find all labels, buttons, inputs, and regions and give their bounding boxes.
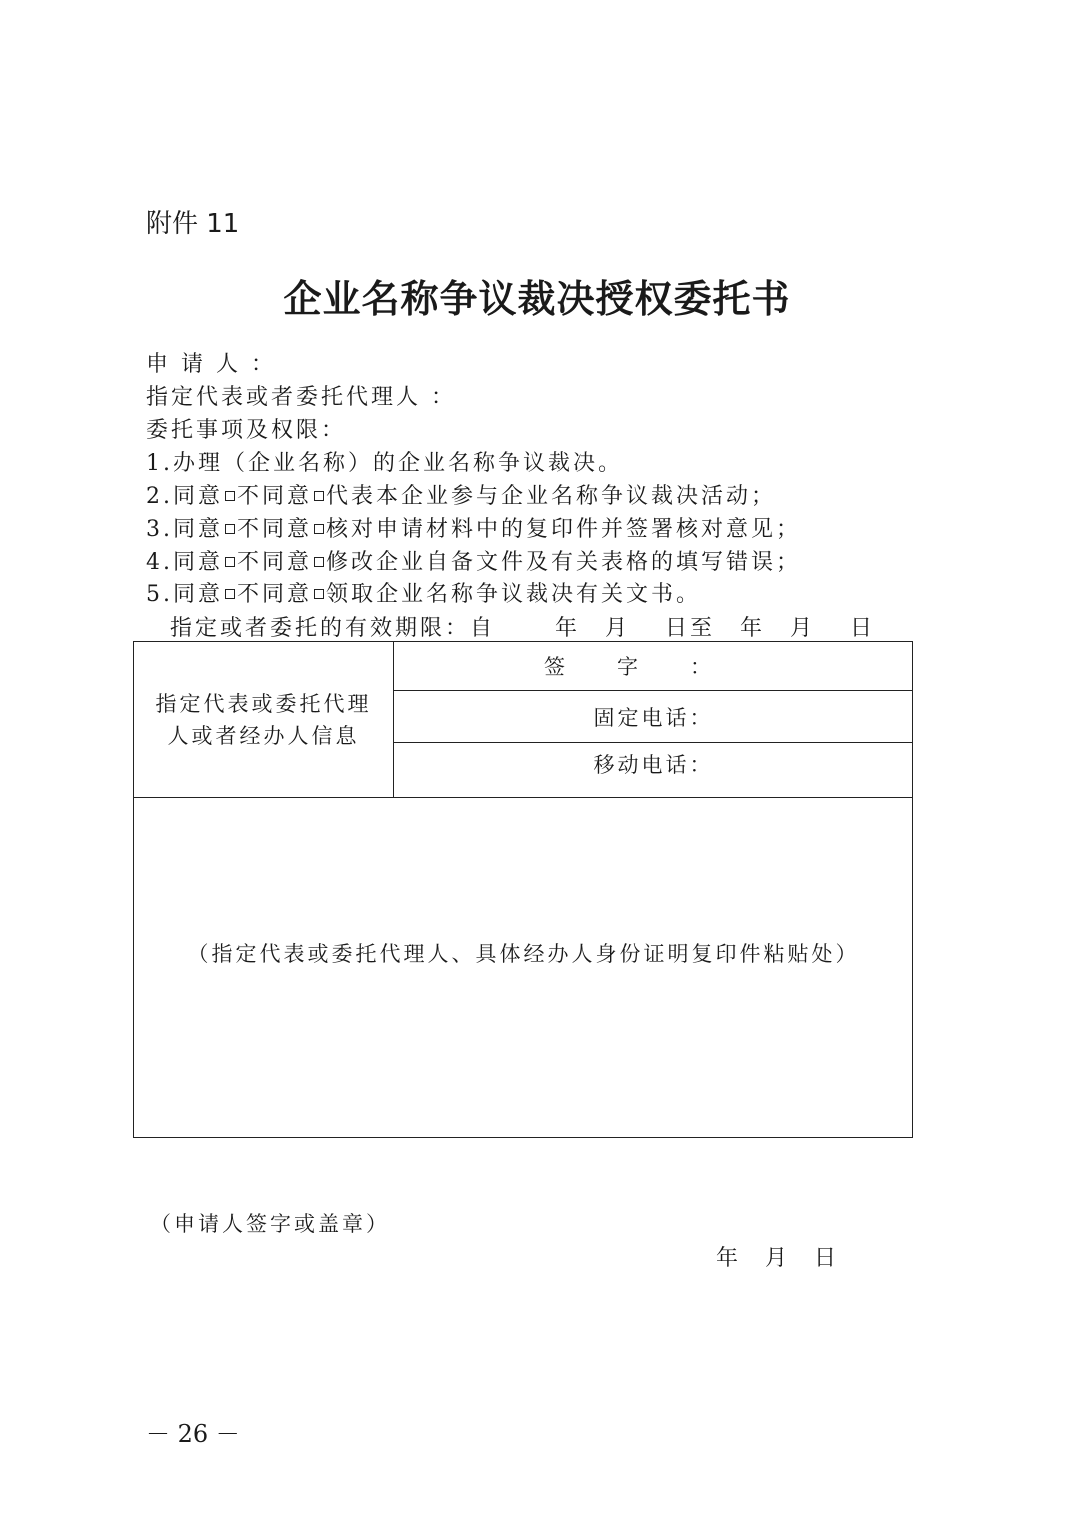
landline-label: 固定电话：	[593, 705, 714, 730]
mobile-cell[interactable]	[394, 743, 913, 797]
paste-note: （指定代表或委托代理人、具体经办人身份证明复印件粘贴处）	[187, 942, 860, 966]
attachment-label: 附件 11	[146, 209, 240, 239]
representative-info-label	[134, 642, 394, 797]
item-4	[146, 547, 801, 579]
agree-label: 同意	[173, 550, 224, 575]
signature-date: 年 月 日	[716, 1246, 836, 1271]
agree-checkbox[interactable]	[225, 589, 235, 599]
page-number: － 26 －	[146, 1420, 240, 1448]
disagree-label: 不同意	[237, 550, 313, 575]
disagree-checkbox[interactable]	[314, 557, 324, 567]
disagree-checkbox[interactable]	[314, 589, 324, 599]
signature-label: 签字：	[544, 655, 763, 679]
item-1: 1.办理（企业名称）的企业名称争议裁决。	[146, 451, 623, 476]
document-title: 企业名称争议裁决授权委托书	[283, 276, 791, 321]
disagree-checkbox[interactable]	[314, 491, 324, 501]
mobile-label: 移动电话：	[593, 753, 714, 777]
landline-cell[interactable]	[394, 691, 913, 743]
applicant-signature-note: （申请人签字或盖章）	[150, 1212, 390, 1236]
agree-checkbox[interactable]	[225, 524, 235, 534]
validity-period: 指定或者委托的有效期限：自 年 月 日至 年 月 日	[170, 616, 875, 641]
item-number: 3.	[146, 517, 173, 542]
disagree-label: 不同意	[237, 582, 313, 607]
agree-label: 同意	[173, 484, 224, 509]
representative-line: 指定代表或者委托代理人 ：	[146, 385, 456, 410]
item-text: 核对申请材料中的复印件并签署核对意见；	[326, 517, 802, 542]
item-number: 4.	[146, 550, 173, 575]
item-number: 2.	[146, 484, 173, 509]
info-table	[133, 641, 913, 1138]
agree-checkbox[interactable]	[225, 491, 235, 501]
agree-label: 同意	[173, 582, 224, 607]
applicant-line: 申 请 人 ：	[146, 352, 276, 377]
item-2	[146, 481, 776, 513]
item-text: 代表本企业参与企业名称争议裁决活动；	[326, 484, 777, 509]
item-3	[146, 514, 801, 546]
representative-info-text: 指定代表或委托代理人或者经办人信息	[155, 691, 372, 748]
agree-checkbox[interactable]	[225, 557, 235, 567]
signature-cell[interactable]	[394, 642, 913, 691]
item-5	[146, 579, 701, 611]
id-copy-paste-area	[134, 798, 913, 1138]
item-text: 领取企业名称争议裁决有关文书。	[326, 582, 702, 607]
item-text: 修改企业自备文件及有关表格的填写错误；	[326, 550, 802, 575]
disagree-label: 不同意	[237, 484, 313, 509]
matters-label: 委托事项及权限：	[146, 418, 347, 443]
item-number: 5.	[146, 582, 173, 607]
agree-label: 同意	[173, 517, 224, 542]
disagree-checkbox[interactable]	[314, 524, 324, 534]
disagree-label: 不同意	[237, 517, 313, 542]
